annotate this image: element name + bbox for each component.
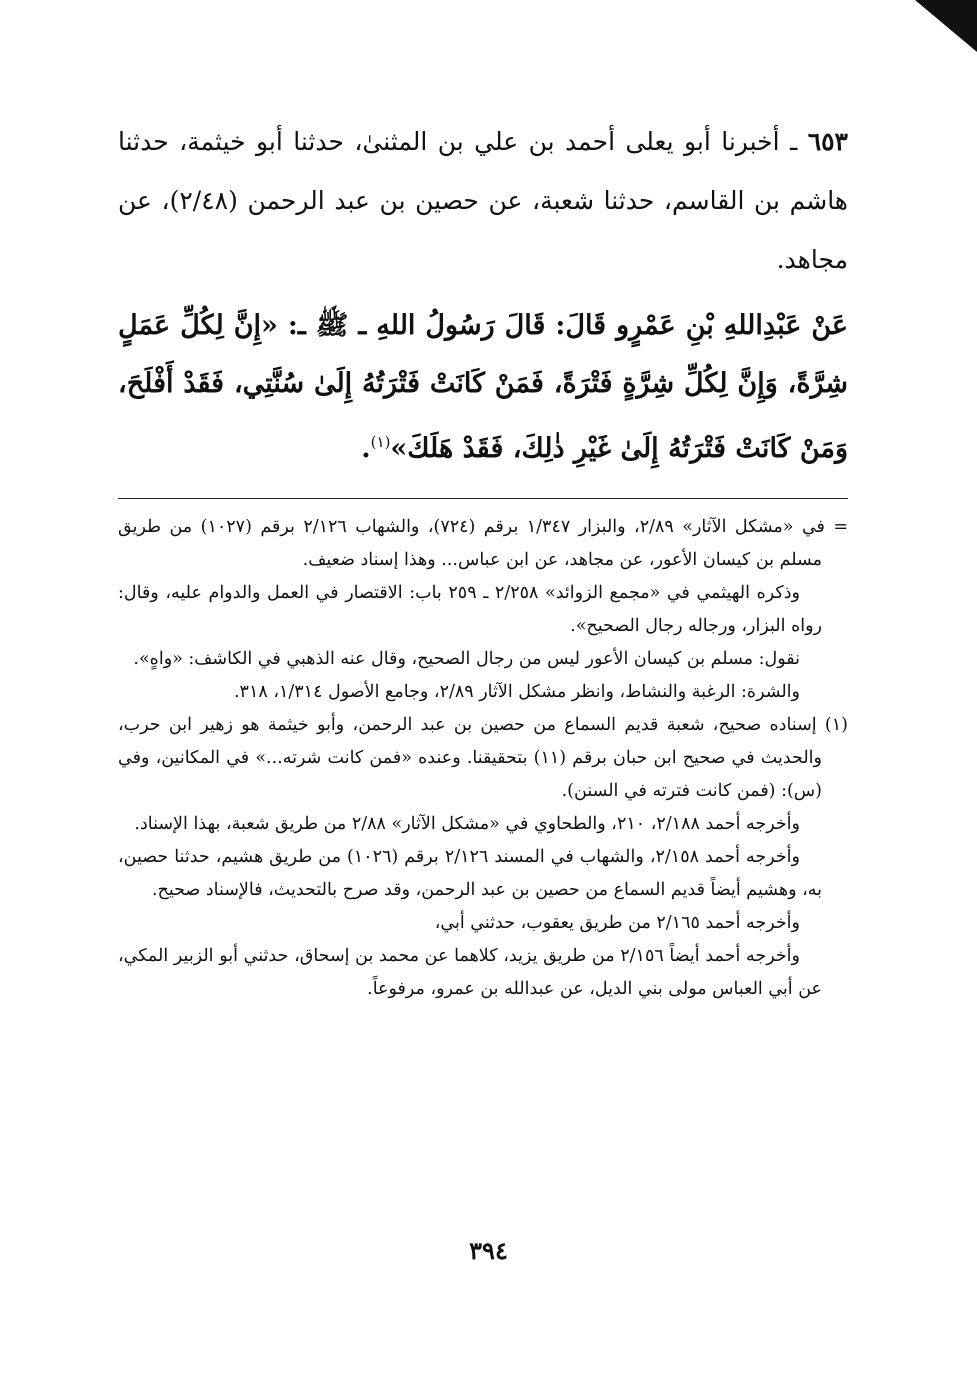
- footnote-continuation: = في «مشكل الآثار» ٢/٨٩، والبزار ١/٣٤٧ برقم (٧٢٤)، والشهاب ٢/١٢٦ برقم (١٠٢٧) من طريق مسلم بن كيسان الأعور، عن مجاهد، عن ابن عباس... وهذا إسناد ضعيف.: [118, 517, 848, 570]
- hadith-text: عَنْ عَبْدِاللهِ بْنِ عَمْرٍو قَالَ: قَالَ رَسُولُ اللهِ ـ ﷺ ـ: «إِنَّ لِكُلِّ عَمَلٍ شِرَّةً، وَإِنَّ لِكُلِّ شِرَّةٍ فَتْرَةً، فَمَنْ كَانَتْ فَتْرَتُهُ إِلَىٰ سُنَّتِي، فَقَدْ أَفْلَحَ، وَمَنْ كَانَتْ فَتْرَتُهُ إِلَىٰ غَيْرِ ذٰلِكَ، فَقَدْ هَلَكَ»: [118, 310, 848, 464]
- isnad-text: ـ أخبرنا أبو يعلى أحمد بن علي بن المثنىٰ، حدثنا أبو خيثمة، حدثنا هاشم بن القاسم، حدثنا شعبة، عن حصين بن عبد الرحمن (٢/٤٨)، عن مجاهد.: [118, 127, 848, 274]
- footnote-reference: (١): [370, 433, 391, 451]
- hadith-end: .: [361, 433, 371, 464]
- footnote-paragraph: والشرة: الرغبة والنشاط، وانظر مشكل الآثار ٢/٨٩، وجامع الأصول ١/٣١٤، ٣١٨.: [233, 682, 800, 702]
- footnote-paragraph: وأخرجه أحمد ٢/١٥٨، والشهاب في المسند ٢/١٢٦ برقم (١٠٢٦) من طريق هشيم، حدثنا حصين، به، وهشيم أيضاً قديم السماع من حصين بن عبد الرحمن، وقد صرح بالتحديث، فالإسناد صحيح.: [118, 847, 822, 900]
- footnote-1: (١) إسناده صحيح، شعبة قديم السماع من حصين بن عبد الرحمن، وأبو خيثمة هو زهير ابن حرب، والحديث في صحيح ابن حبان برقم (١١) بتحقيقنا. وعنده «فمن كانت شرته...» في المكانين، وفي (س): (فمن كانت فترته في السنن).: [118, 715, 848, 801]
- page-body: [118, 112, 848, 1006]
- corner-triangle-mark: [915, 0, 977, 52]
- hadith-matn-paragraph: [118, 297, 848, 478]
- footnote-paragraph: وأخرجه أحمد أيضاً ٢/١٥٦ من طريق يزيد، كلاهما عن محمد بن إسحاق، حدثني أبو الزبير المكي، عن أبي العباس مولى بني الديل، عن عبدالله بن عمرو، مرفوعاً.: [118, 946, 822, 999]
- entry-number: ٦٥٣: [807, 127, 848, 156]
- footnote-paragraph: وأخرجه أحمد ٢/١٨٨، ٢١٠، والطحاوي في «مشكل الآثار» ٢/٨٨ من طريق شعبة، بهذا الإسناد.: [134, 814, 800, 834]
- page-number: ٣٩٤: [469, 1236, 508, 1265]
- footnote-divider: [118, 498, 848, 499]
- footnote-paragraph: وأخرجه أحمد ٢/١٦٥ من طريق يعقوب، حدثني أبي،: [434, 913, 800, 933]
- footnote-paragraph: وذكره الهيثمي في «مجمع الزوائد» ٢/٢٥٨ ـ ٢٥٩ باب: الاقتصار في العمل والدوام عليه، وقال: رواه البزار، ورجاله رجال الصحيح».: [118, 583, 822, 636]
- hadith-isnad-paragraph: [118, 112, 848, 289]
- footnote-paragraph: نقول: مسلم بن كيسان الأعور ليس من رجال الصحيح، وقال عنه الذهبي في الكاشف: «واهٍ».: [133, 649, 800, 669]
